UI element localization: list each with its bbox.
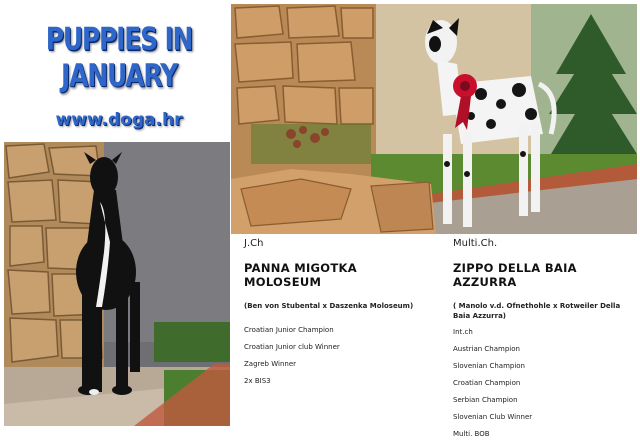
female-info: [244, 238, 434, 393]
list-item: Serbian Champion: [453, 396, 518, 404]
list-item: Croatian Champion: [453, 379, 521, 387]
female-parents: (Ben von Stubental x Daszenka Moloseum): [244, 302, 414, 310]
male-info: [453, 238, 633, 446]
list-item: Int.ch: [453, 328, 473, 336]
list-item: Croatian Junior club Winner: [244, 343, 340, 351]
photo-harlequin-great-dane: [231, 4, 637, 234]
male-title: Multi.Ch.: [453, 238, 498, 249]
female-name: PANNA MIGOTKA MOLOSEUM: [244, 261, 357, 289]
list-item: 2x BIS3: [244, 377, 271, 385]
list-item: Austrian Champion: [453, 345, 520, 353]
list-item: Zagreb Winner: [244, 360, 296, 368]
list-item: Croatian Junior Champion: [244, 326, 334, 334]
list-item: Slovenian Champion: [453, 362, 525, 370]
list-item: Multi. BOB: [453, 430, 490, 438]
website-link[interactable]: www.doga.hr: [55, 110, 183, 130]
male-awards: [453, 327, 633, 446]
female-title: J.Ch: [244, 238, 264, 249]
headline: PUPPIES IN JANUARY: [45, 20, 193, 94]
male-name: ZIPPO DELLA BAIA AZZURRA: [453, 261, 577, 289]
female-awards: [244, 325, 434, 393]
photo-black-great-dane: [4, 142, 230, 426]
list-item: Slovenian Club Winner: [453, 413, 533, 421]
male-parents: ( Manolo v.d. Ofnethohle x Rotweiler Della Baia Azzurra): [453, 302, 621, 320]
